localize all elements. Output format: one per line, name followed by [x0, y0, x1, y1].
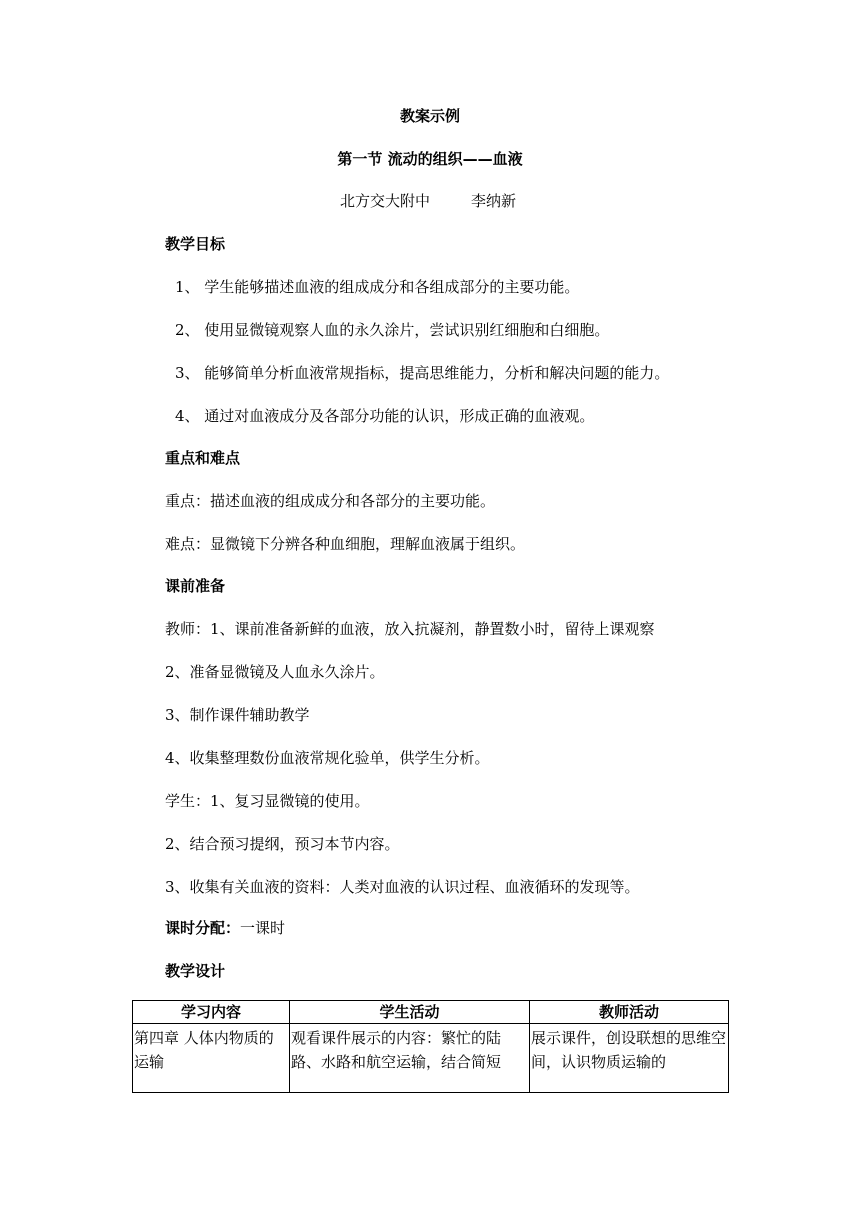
focus-text: 重点：描述血液的组成成分和各部分的主要功能。: [165, 492, 496, 510]
student-prep-1: 学生：1、复习显微镜的使用。: [165, 792, 370, 810]
table-row: [133, 1024, 729, 1093]
teacher-prep-1: 教师：1、课前准备新鲜的血液，放入抗凝剂，静置数小时，留待上课观察: [165, 620, 655, 638]
cell-content: 第四章 人体内物质的运输: [133, 1024, 290, 1093]
design-heading: 教学设计: [165, 962, 226, 980]
column-header-teacher-activity: 教师活动: [530, 1001, 729, 1024]
column-header-student-activity: 学生活动: [290, 1001, 530, 1024]
section-title: 第一节 流动的组织——血液: [337, 150, 523, 168]
objective-item-1: 1、 学生能够描述血液的组成成分和各组成部分的主要功能。: [175, 278, 580, 296]
student-prep-3: 3、收集有关血液的资料：人类对血液的认识过程、血液循环的发现等。: [165, 878, 640, 896]
teaching-design-table: [132, 1000, 729, 1093]
class-hours-value: 一课时: [240, 919, 286, 937]
teacher-prep-4: 4、收集整理数份血液常规化验单，供学生分析。: [165, 749, 490, 767]
objective-item-2: 2、 使用显微镜观察人血的永久涂片，尝试识别红细胞和白细胞。: [175, 321, 610, 339]
document-title: 教案示例: [399, 107, 460, 125]
author-school: 北方交大附中: [340, 192, 431, 210]
cell-student-activity: 观看课件展示的内容：繁忙的陆路、水路和航空运输，结合简短: [290, 1024, 530, 1093]
preparation-heading: 课前准备: [165, 577, 226, 595]
key-points-heading: 重点和难点: [165, 449, 241, 467]
table-header-row: [133, 1001, 729, 1024]
objective-item-4: 4、 通过对血液成分及各部分功能的认识，形成正确的血液观。: [175, 407, 595, 425]
class-hours-label: 课时分配：: [165, 919, 241, 937]
teacher-prep-3: 3、制作课件辅助教学: [165, 706, 310, 724]
objective-item-3: 3、 能够简单分析血液常规指标，提高思维能力，分析和解决问题的能力。: [175, 364, 670, 382]
cell-teacher-activity: 展示课件，创设联想的思维空间，认识物质运输的: [530, 1024, 729, 1093]
student-prep-2: 2、结合预习提纲，预习本节内容。: [165, 835, 400, 853]
author-name: 李纳新: [471, 192, 517, 210]
teacher-prep-2: 2、准备显微镜及人血永久涂片。: [165, 663, 385, 681]
class-hours: [165, 918, 285, 938]
column-header-content: 学习内容: [133, 1001, 290, 1024]
objectives-heading: 教学目标: [165, 235, 226, 253]
difficulty-text: 难点：显微镜下分辨各种血细胞，理解血液属于组织。: [165, 535, 526, 553]
